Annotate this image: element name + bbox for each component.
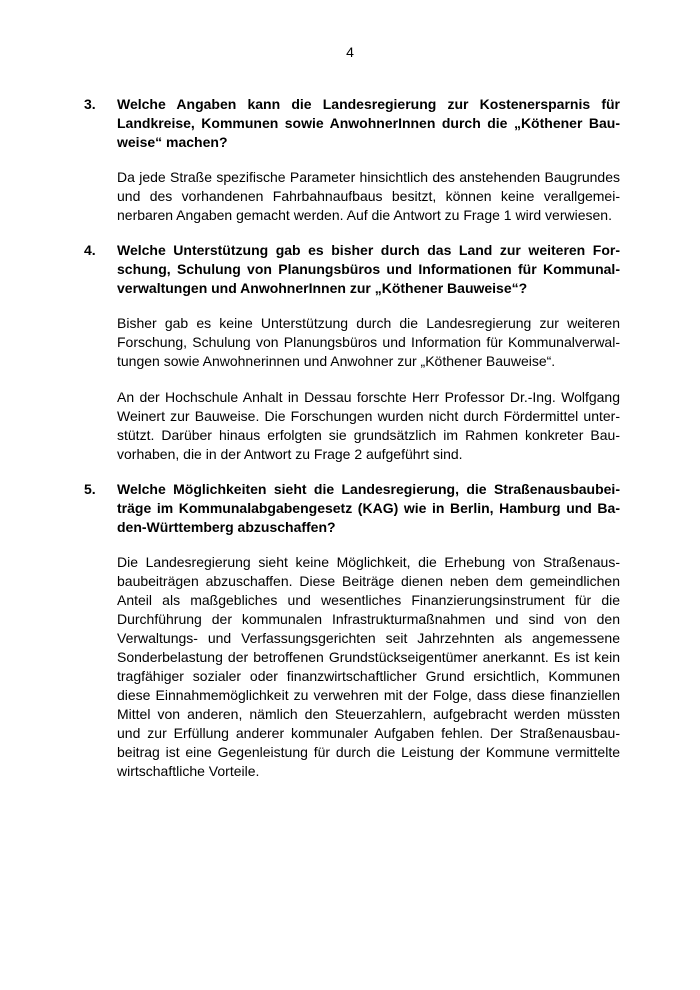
answer-paragraph: Die Landesregierung sieht keine Möglichkeit, die Erhebung von Straßenausbaubeiträgen abzuschaffen. Diese Beiträge dienen neben dem gemeindlichen Anteil als maßgebliches und wesentliches Finanzierungsinstrument für die Durchführung der kommunalen Infrastrukturmaßnahmen und sind von den Verwaltungs- und Verfassungsgerichten seit Jahrzehnten als angemessene Sonderbelastung der betroffenen Grundstückseigentümer anerkannt. Es ist kein tragfähiger sozialer oder finanzwirtschaftlicher Grund ersichtlich, Kommunen diese Einnahmemöglichkeit zu verwehren mit der Folge, dass diese finanziellen Mittel von anderen, nämlich den Steuerzahlern, aufgebracht werden müssten und zur Erfüllung anderer kommunaler Aufgaben fehlen. Der Straßenausbaubeitrag ist eine Gegenleistung für durch die Leistung der Kommune vermittelte wirtschaftliche Vorteile.	[117, 554, 620, 779]
question-number: 5.	[84, 481, 96, 497]
answer-paragraph: Da jede Straße spezifische Parameter hinsichtlich des anstehenden Baugrundes und des vorhandenen Fahrbahnaufbaus besitzt, können keine verallgemeinerbaren Angaben gemacht werden. Auf die Antwort zu Frage 1 wird verwiesen.	[117, 169, 620, 223]
answer-5	[117, 553, 620, 781]
qa-block-5	[84, 480, 620, 781]
answer-paragraph: Bisher gab es keine Unterstützung durch die Landesregierung zur weiteren Forschung, Schulung von Planungsbüros und Information für Kommunalverwaltungen sowie Anwohnerinnen und Anwohner zur „Köthener Bauweise“.	[117, 315, 620, 369]
answer-paragraph: An der Hochschule Anhalt in Dessau forschte Herr Professor Dr.-Ing. Wolfgang Weinert zur Bauweise. Die Forschungen wurden nicht durch Fördermittel unterstützt. Darüber hinaus erfolgten sie grundsätzlich im Rahmen konkreter Bauvorhaben, die in der Antwort zu Frage 2 aufgeführt sind.	[117, 389, 620, 462]
question-text: Welche Angaben kann die Landesregierung zur Kostenersparnis für Landkreise, Kommunen sowie AnwohnerInnen durch die „Köthener Bauweise“ machen?	[117, 96, 620, 150]
answer-3	[117, 168, 620, 225]
question-number: 4.	[84, 242, 96, 258]
qa-block-3	[84, 95, 620, 225]
question-number: 3.	[84, 96, 96, 112]
question-text: Welche Möglichkeiten sieht die Landesregierung, die Straßenausbaubeiträge im Kommunalabgabengesetz (KAG) wie in Berlin, Hamburg und Baden-Württemberg abzuschaffen?	[117, 481, 620, 535]
document-body	[84, 95, 620, 797]
question-3	[84, 95, 620, 152]
answer-4	[117, 314, 620, 464]
question-5	[84, 480, 620, 537]
page-number: 4	[346, 44, 354, 60]
question-text: Welche Unterstützung gab es bisher durch das Land zur weiteren Forschung, Schulung von Planungsbüros und Informationen für Kommunalverwaltungen und AnwohnerInnen zur „Köthener Bauweise“?	[117, 242, 620, 296]
qa-block-4	[84, 241, 620, 464]
question-4	[84, 241, 620, 298]
